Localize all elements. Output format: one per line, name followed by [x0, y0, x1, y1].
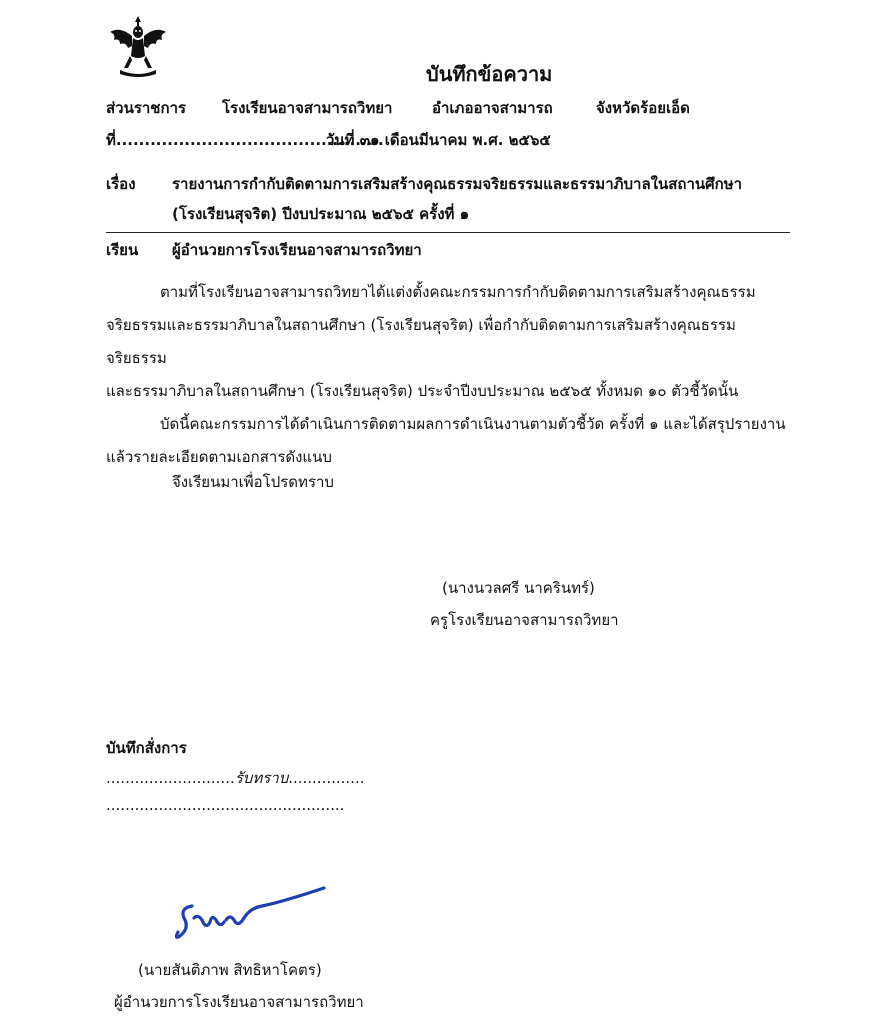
to-label: เรียน: [106, 241, 139, 259]
body-line: และธรรมาภิบาลในสถานศึกษา (โรงเรียนสุจริต) ประจำปีงบประมาณ ๒๕๖๕ ทั้งหมด ๑๐ ตัวชี้วัดนั้น: [106, 382, 739, 400]
garuda-emblem-icon: [106, 12, 170, 80]
director-name: (นายสันติภาพ สิทธิหาโคตร): [138, 961, 322, 979]
memo-date: วันที่ ๓๑ เดือนมีนาคม พ.ศ. ๒๕๖๕: [326, 131, 551, 149]
body-line: ตามที่โรงเรียนอาจสามารถวิทยาได้แต่งตั้งคณะกรรมการกำกับติดตามการเสริมสร้างคุณธรรม: [160, 283, 756, 301]
order-line-1: [106, 766, 365, 790]
org-label: ส่วนราชการ: [106, 99, 187, 117]
handwritten-signature-icon: [172, 884, 332, 944]
dotted-leader: ...........................: [106, 769, 235, 787]
closing-text: จึงเรียนมาเพื่อโปรดทราบ: [172, 473, 334, 491]
header-divider: [106, 232, 790, 233]
sender-name: (นางนวลศรี นาครินทร์): [442, 579, 595, 597]
memo-title: บันทึกข้อความ: [426, 62, 553, 86]
org-district: อำเภออาจสามารถ: [432, 99, 553, 117]
subject-label: เรื่อง: [106, 175, 136, 193]
body-line: จริยธรรมและธรรมาภิบาลในสถานศึกษา (โรงเรียนสุจริต) เพื่อกำกับติดตามการเสริมสร้างคุณธรรมจริยธรรม: [106, 316, 736, 367]
to-recipient: ผู้อำนวยการโรงเรียนอาจสามารถวิทยา: [172, 241, 422, 259]
subject-line-1: รายงานการกำกับติดตามการเสริมสร้างคุณธรรมจริยธรรมและธรรมาภิบาลในสถานศึกษา: [172, 175, 743, 193]
sender-position: ครูโรงเรียนอาจสามารถวิทยา: [430, 611, 619, 629]
body-line: บัดนี้คณะกรรมการได้ดำเนินการติดตามผลการดำเนินงานตามตัวชี้วัด ครั้งที่ ๑ และได้สรุปรายงาน: [160, 415, 786, 433]
memo-body: [106, 276, 790, 474]
order-heading: บันทึกสั่งการ: [106, 739, 187, 757]
body-line: แล้วรายละเอียดตามเอกสารดังแนบ: [106, 448, 332, 466]
dotted-leader: ................: [288, 769, 365, 787]
reference-number: ที่...............................................: [106, 131, 384, 149]
order-acknowledged: รับทราบ: [234, 769, 289, 787]
org-province: จังหวัดร้อยเอ็ด: [596, 99, 690, 117]
org-school: โรงเรียนอาจสามารถวิทยา: [222, 99, 393, 117]
subject-line-2: (โรงเรียนสุจริต) ปีงบประมาณ ๒๕๖๕ ครั้งที่ ๑: [172, 205, 470, 223]
order-line-2: ..................................................: [106, 796, 345, 814]
director-position: ผู้อำนวยการโรงเรียนอาจสามารถวิทยา: [114, 993, 364, 1011]
